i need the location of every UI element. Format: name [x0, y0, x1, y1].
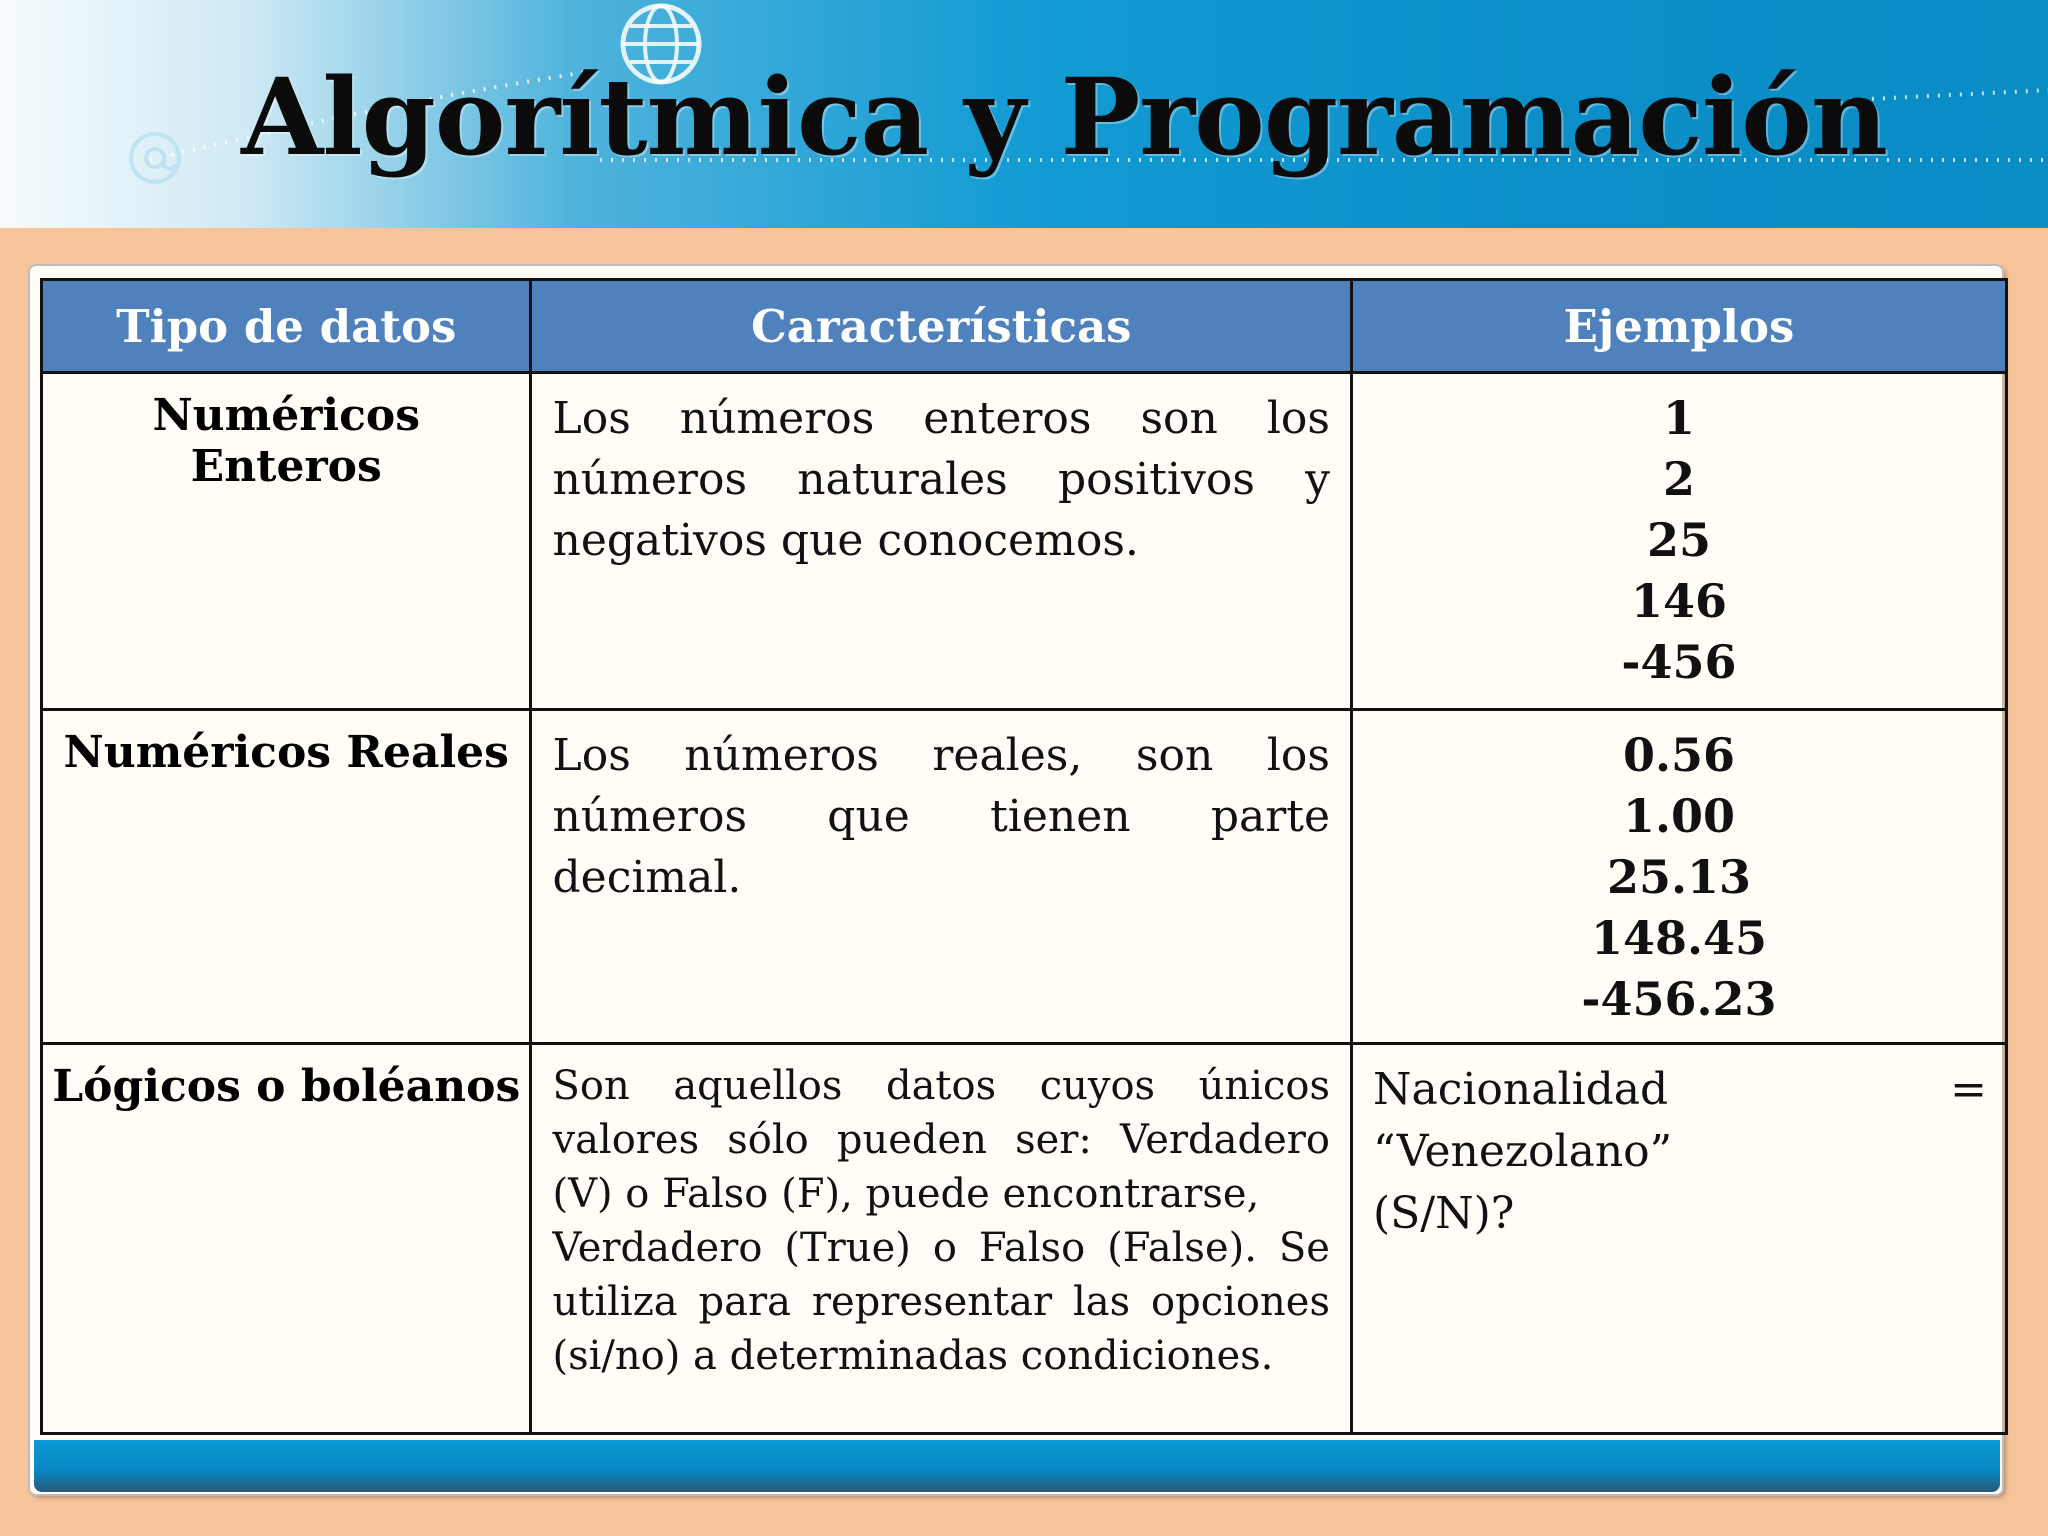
example-value: 146 [1630, 574, 1727, 628]
table-row [42, 710, 2007, 1044]
description-cell: Los números enteros son los números naturales positivos y negativos que conocemos. [531, 373, 1352, 710]
examples-cell [1351, 710, 2006, 1044]
description-line: Son aquellos datos cuyos únicos valores sólo pueden ser: Verdadero (V) o Falso (F), puede encontrarse, [552, 1063, 1330, 1217]
data-types-table [40, 278, 2008, 1435]
example-text: “Venezolano” [1372, 1126, 1673, 1177]
description-cell: Los números reales, son los números que tienen parte decimal. [531, 710, 1352, 1044]
example-text: (S/N)? [1372, 1188, 1515, 1239]
slide-title: Algorítmica y Programación [241, 54, 1887, 179]
header-ejemplos: Ejemplos [1351, 280, 2006, 373]
bottom-bar [34, 1440, 2000, 1492]
type-cell: Numéricos Enteros [42, 373, 531, 710]
example-value: -456.23 [1581, 972, 1777, 1026]
equals-sign: = [1950, 1064, 1987, 1115]
example-value: -456 [1621, 635, 1737, 689]
example-value: 1.00 [1622, 789, 1736, 843]
header-tipo-de-datos: Tipo de datos [42, 280, 531, 373]
example-text: Nacionalidad [1372, 1064, 1669, 1115]
example-value: 0.56 [1622, 728, 1736, 782]
example-value: 2 [1662, 452, 1695, 506]
examples-cell [1351, 373, 2006, 710]
table-header-row [42, 280, 2007, 373]
description-cell [531, 1044, 1352, 1434]
header-caracteristicas: Características [531, 280, 1352, 373]
type-cell: Numéricos Reales [42, 710, 531, 1044]
slide-header [0, 0, 2048, 228]
example-value: 25 [1646, 513, 1711, 567]
example-value: 1 [1662, 391, 1695, 445]
type-cell: Lógicos o boléanos [42, 1044, 531, 1434]
examples-cell [1351, 1044, 2006, 1434]
table-row [42, 1044, 2007, 1434]
example-value: 148.45 [1590, 911, 1768, 965]
description-line: Verdadero (True) o Falso (False). Se utiliza para representar las opciones (si/no) a determinadas condiciones. [552, 1225, 1330, 1379]
example-value: 25.13 [1606, 850, 1752, 904]
table-row [42, 373, 2007, 710]
